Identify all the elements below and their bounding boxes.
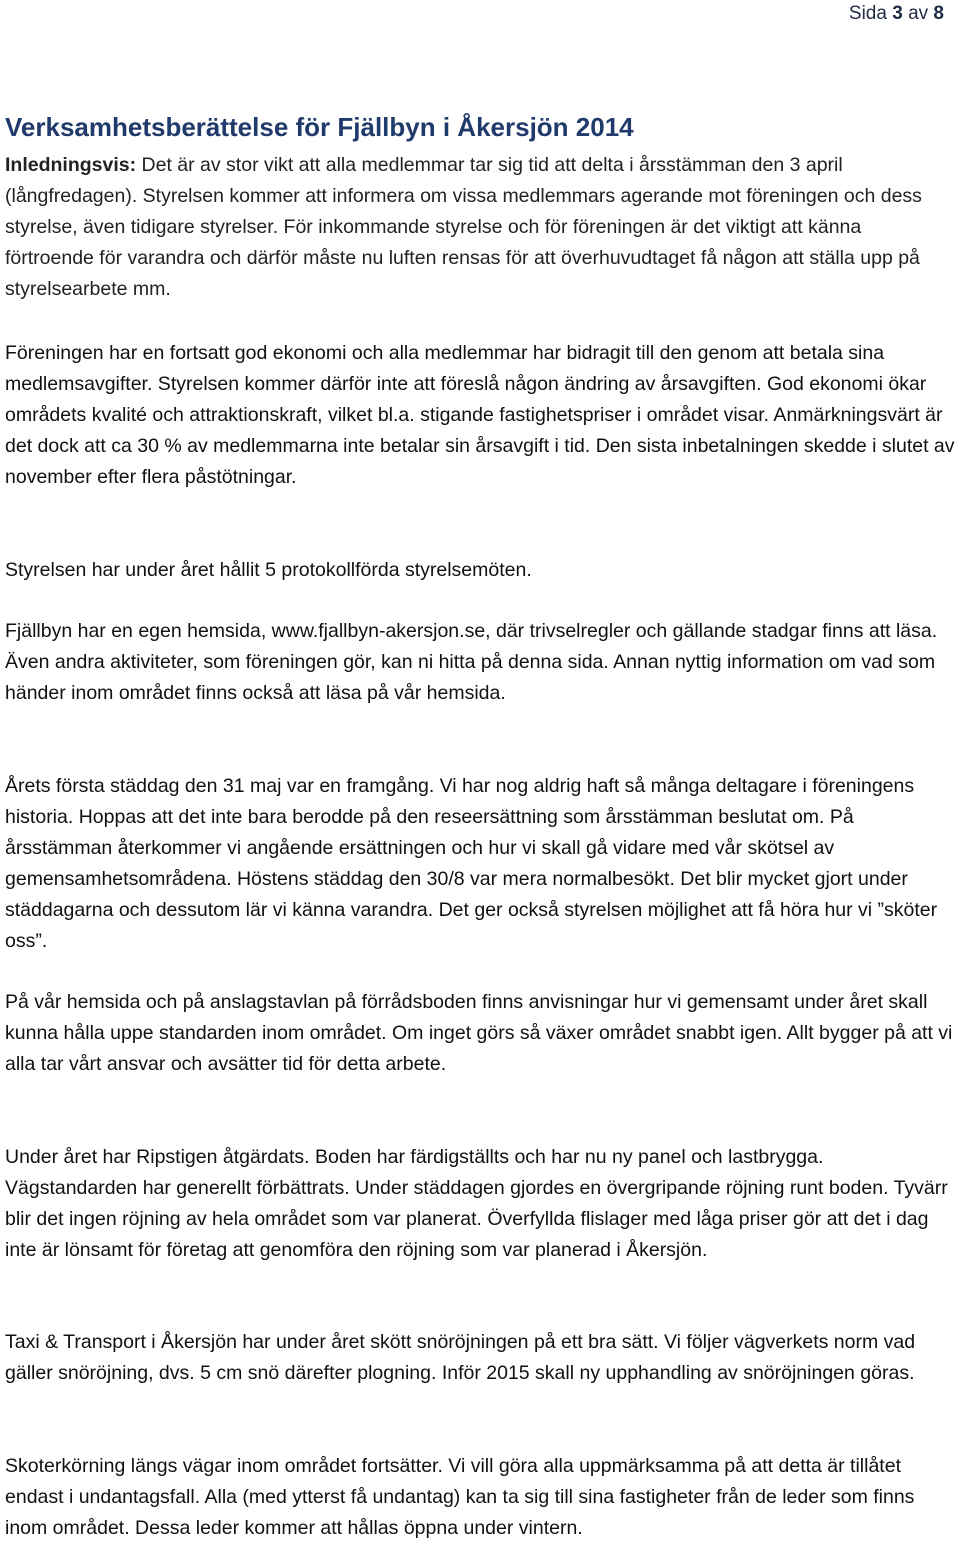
paragraph-meetings: Styrelsen har under året hållit 5 protokollförda styrelsemöten. <box>5 559 532 581</box>
paragraph-ripstigen: Under året har Ripstigen åtgärdats. Boden har färdigställts och har nu ny panel och lastbrygga. Vägstandarden har generellt förbättrats. Under städdagen gjordes en övergripande röjning runt boden. Tyvärr blir det ingen röjning av hela området som var planerat. Överfyllda flislager med låga priser gör att det i dag inte är lönsamt för företag att genomföra den röjning som var planerad i Åkersjön. <box>5 1146 948 1261</box>
page-number <box>849 2 944 26</box>
page-middle: av <box>902 3 934 24</box>
page-total: 8 <box>933 3 944 24</box>
document-title: Verksamhetsberättelse för Fjällbyn i Åkersjön 2014 <box>5 112 634 142</box>
page-current: 3 <box>892 3 903 24</box>
paragraph-snow-clearing: Taxi & Transport i Åkersjön har under året skött snöröjningen på ett bra sätt. Vi följer vägverkets norm vad gäller snöröjning, dvs. 5 cm snö därefter plogning. Inför 2015 skall ny upphandling av snöröjningen göras. <box>5 1331 916 1384</box>
paragraph-snowmobile: Skoterkörning längs vägar inom området fortsätter. Vi vill göra alla uppmärksamma på att detta är tillåtet endast i undantagsfall. Alla (med ytterst få undantag) kan ta sig till sina fastigheter från de leder som finns inom området. Dessa leder kommer att hållas öppna under vintern. <box>5 1455 915 1539</box>
paragraph-website: Fjällbyn har en egen hemsida, www.fjallbyn-akersjon.se, där trivselregler och gällande stadgar finns att läsa. Även andra aktiviteter, som föreningen gör, kan ni hitta på denna sida. Annan nyttig information om vad som händer inom området finns också att läsa på vår hemsida. <box>5 620 938 704</box>
paragraph-maintenance: På vår hemsida och på anslagstavlan på förrådsboden finns anvisningar hur vi gemensamt under året skall kunna hålla uppe standarden inom området. Om inget görs så växer området snabbt igen. Allt bygger på att vi alla tar vårt ansvar och avsätter tid för detta arbete. <box>5 991 953 1075</box>
intro-paragraph <box>5 150 955 305</box>
paragraph-cleanup-days: Årets första städdag den 31 maj var en framgång. Vi har nog aldrig haft så många deltagare i föreningens historia. Hoppas att det inte bara berodde på den reseersättning som årsstämman beslutat om. På årsstämman återkommer vi angående ersättningen och hur vi skall gå vidare med vår skötsel av gemensamhetsområdena. Höstens städdag den 30/8 var mera normalbesökt. Det blir mycket gjort under städdagarna och dessutom lär vi känna varandra. Det ger också styrelsen möjlighet att få höra hur vi ”sköter oss”. <box>5 775 938 952</box>
paragraph-economy: Föreningen har en fortsatt god ekonomi och alla medlemmar har bidragit till den genom att betala sina medlemsavgifter. Styrelsen kommer därför inte att föreslå någon ändring av årsavgiften. God ekonomi ökar områdets kvalité och attraktionskraft, vilket bl.a. stigande fastighetspriser i området visar. Anmärkningsvärt är det dock att ca 30 % av medlemmarna inte betalar sin årsavgift i tid. Den sista inbetalningen skedde i slutet av november efter flera påstötningar. <box>5 342 955 488</box>
intro-text: Det är av stor vikt att alla medlemmar tar sig tid att delta i årsstämman den 3 april (långfredagen). Styrelsen kommer att informera om vissa medlemmars agerande mot föreningen och dess styrelse, även tidigare styrelser. För inkommande styrelse och för föreningen är det viktigt att känna förtroende för varandra och därför måste nu luften rensas för att överhuvudtaget få någon att ställa upp på styrelsearbete mm. <box>5 154 922 300</box>
page-prefix: Sida <box>848 3 893 24</box>
intro-label: Inledningsvis: <box>5 154 137 176</box>
